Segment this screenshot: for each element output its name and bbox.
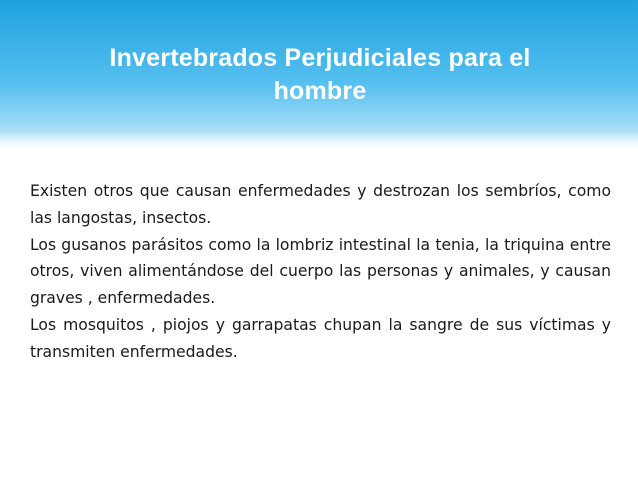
body-paragraph-1: Existen otros que causan enfermedades y destrozan los sembríos, como las langostas, insectos. [30,182,611,227]
slide-title [40,42,600,108]
slide-title-line-2: hombre [273,77,367,105]
body-paragraph-2: Los gusanos parásitos como la lombriz intestinal la tenia, la triquina entre otros, viven alimentándose del cuerpo las personas y animales, y causan graves , enfermedades. [30,235,611,308]
body-paragraph-3: Los mosquitos , piojos y garrapatas chupan la sangre de sus víctimas y transmiten enfermedades. [30,315,611,361]
slide-title-line-1: Invertebrados Perjudiciales para el [109,44,531,72]
slide-body [30,178,611,366]
